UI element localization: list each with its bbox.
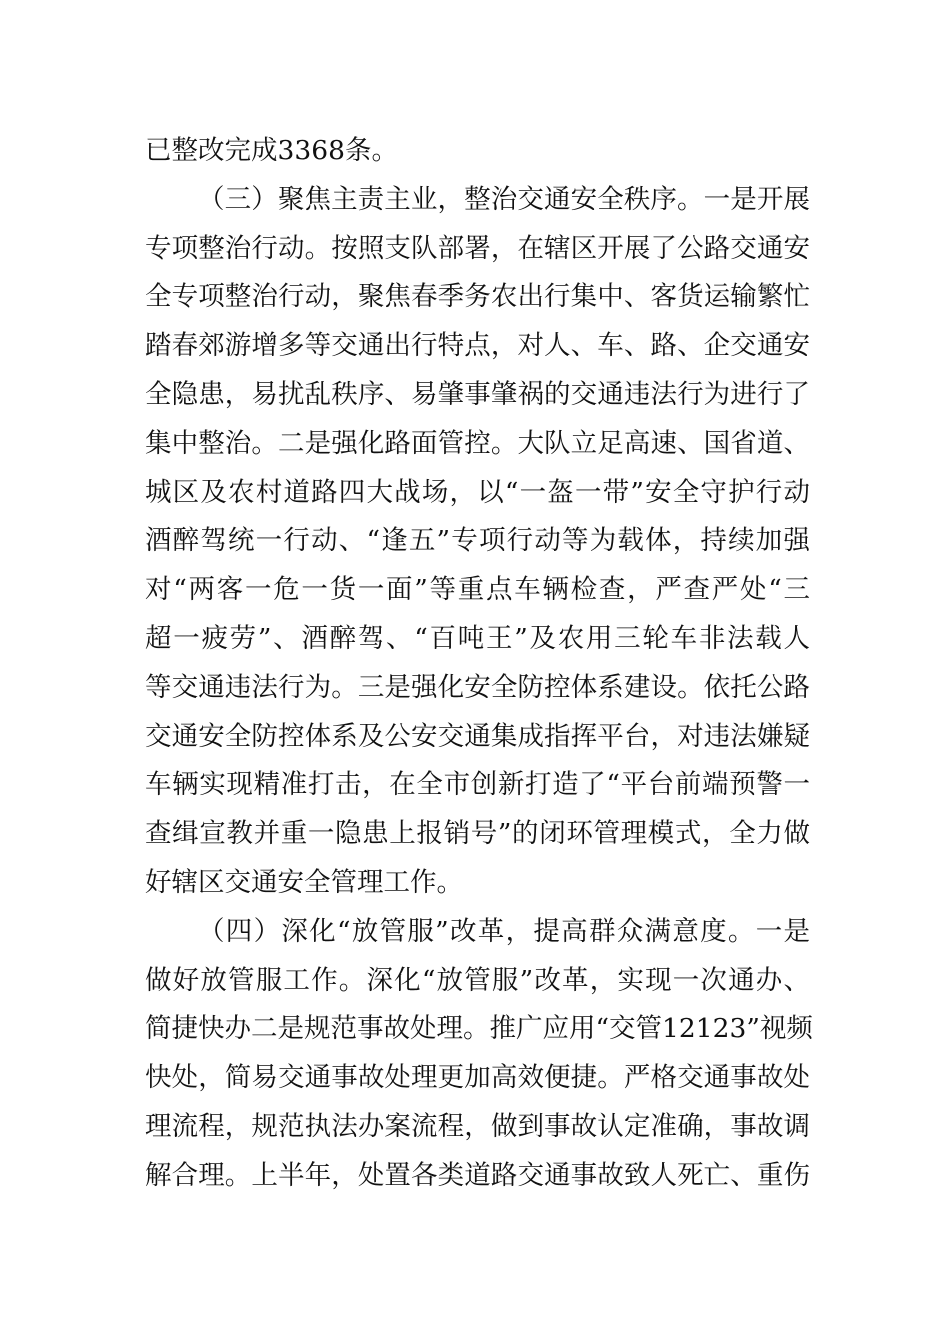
document-body [145, 127, 813, 1201]
text-line: 等交通违法行为。三是强化安全防控体系建设。依托公路 [145, 671, 810, 703]
text-line: 查缉宣教并重一隐患上报销号”的闭环管理模式，全力做 [145, 818, 810, 850]
paragraph-heading-line: （四）深化“放管服”改革，提高群众满意度。一是 [198, 915, 810, 947]
text-line: 超一疲劳”、酒醉驾、“百吨王”及农用三轮车非法载人 [145, 622, 810, 654]
text-line: 车辆实现精准打击，在全市创新打造了“平台前端预警一 [145, 769, 810, 801]
text-line: 全隐患，易扰乱秩序、易肇事肇祸的交通违法行为进行了 [145, 378, 810, 410]
text-line: 全专项整治行动，聚焦春季务农出行集中、客货运输繁忙 [145, 281, 810, 313]
text-line: 简捷快办二是规范事故处理。推广应用“交管12123”视频 [145, 1013, 813, 1045]
text-line: 理流程，规范执法办案流程，做到事故认定准确，事故调 [145, 1110, 810, 1142]
text-line: 交通安全防控体系及公安交通集成指挥平台，对违法嫌疑 [145, 720, 810, 752]
text-line: 城区及农村道路四大战场，以“一盔一带”安全守护行动 [145, 476, 810, 508]
text-line: 好辖区交通安全管理工作。 [145, 866, 463, 898]
text-line: 已整改完成3368条。 [145, 135, 398, 166]
text-line: 对“两客一危一货一面”等重点车辆检查，严查严处“三 [145, 574, 810, 606]
paragraph-heading-line: （三）聚焦主责主业，整治交通安全秩序。一是开展 [198, 183, 810, 215]
text-line: 快处，简易交通事故处理更加高效便捷。严格交通事故处 [145, 1062, 810, 1094]
text-line: 踏春郊游增多等交通出行特点，对人、车、路、企交通安 [145, 330, 810, 362]
text-line: 集中整治。二是强化路面管控。大队立足高速、国省道、 [145, 427, 810, 459]
text-line: 酒醉驾统一行动、“逢五”专项行动等为载体，持续加强 [145, 525, 810, 557]
text-line: 专项整治行动。按照支队部署，在辖区开展了公路交通安 [145, 232, 810, 264]
text-line: 做好放管服工作。深化“放管服”改革，实现一次通办、 [145, 964, 810, 996]
text-line: 解合理。上半年，处置各类道路交通事故致人死亡、重伤 [145, 1159, 810, 1191]
